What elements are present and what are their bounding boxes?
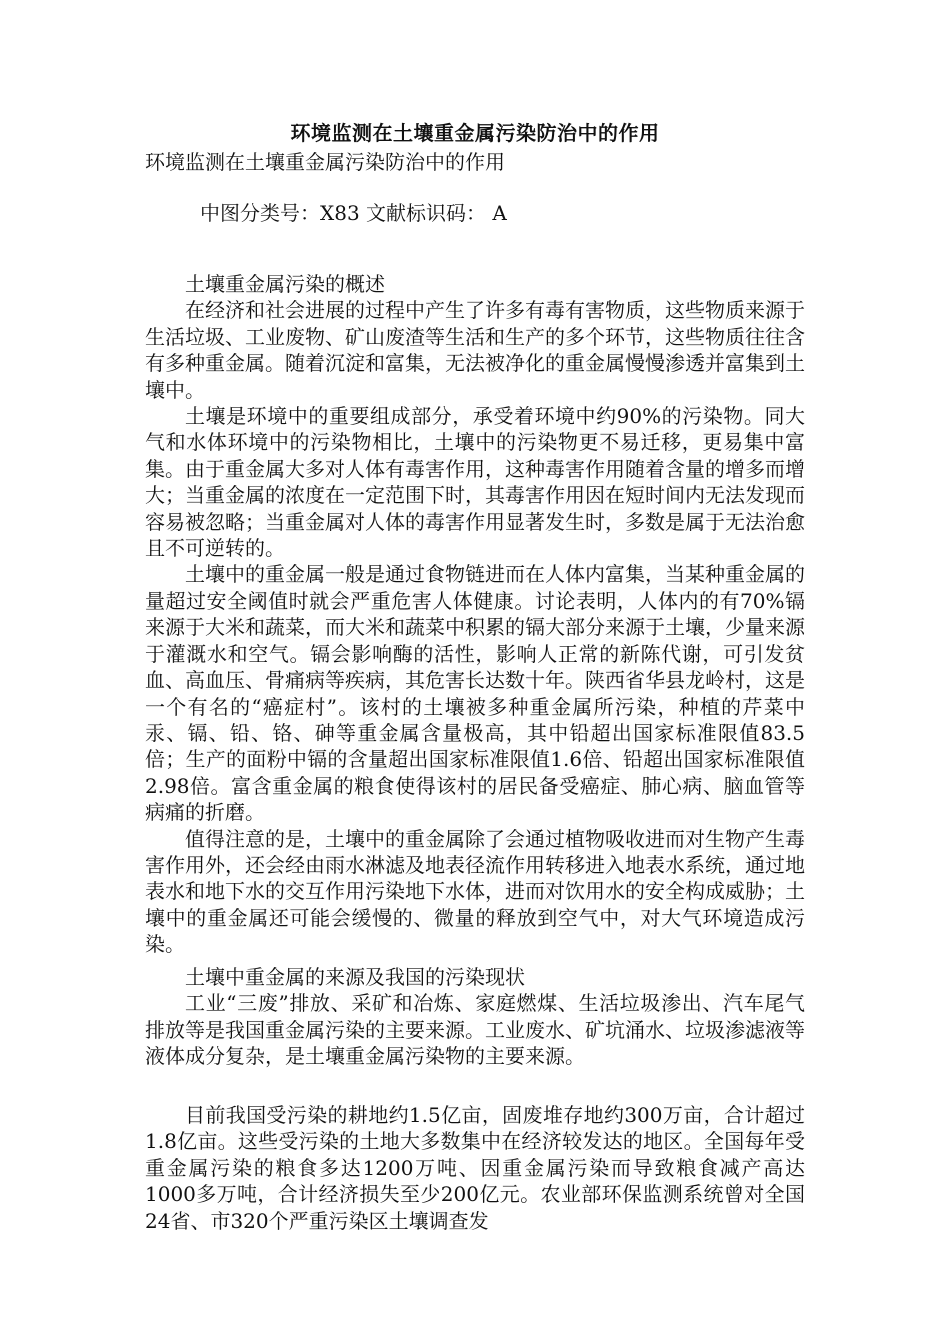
section-status	[145, 1102, 805, 1234]
document-subtitle: 环境监测在土壤重金属污染防治中的作用	[145, 150, 505, 174]
paragraph: 土壤中的重金属一般是通过食物链进而在人体内富集，当某种重金属的量超过安全阈值时就会严重危害人体健康。讨论表明，人体内的有70%镉来源于大米和蔬菜，而大米和蔬菜中积累的镉大部分来源于土壤，少量来源于灌溉水和空气。镉会影响酶的活性，影响人正常的新陈代谢，可引发贫血、高血压、骨痛病等疾病，其危害长达数十年。陕西省华县龙岭村，这是一个有名的“癌症村”。该村的土壤被多种重金属所污染，种植的芹菜中汞、镉、铅、铬、砷等重金属含量极高，其中铅超出国家标准限值83.5倍；生产的面粉中镉的含量超出国家标准限值1.6倍、铅超出国家标准限值2.98倍。富含重金属的粮食使得该村的居民备受癌症、肺心病、脑血管等病痛的折磨。	[145, 562, 805, 825]
section-heading: 土壤中重金属的来源及我国的污染现状	[185, 965, 525, 989]
paragraph: 土壤是环境中的重要组成部分，承受着环境中约90%的污染物。同大气和水体环境中的污染物相比，土壤中的污染物更不易迁移，更易集中富集。由于重金属大多对人体有毒害作用，这种毒害作用随着含量的增多而增大；当重金属的浓度在一定范围下时，其毒害作用因在短时间内无法发现而容易被忽略；当重金属对人体的毒害作用显著发生时，多数是属于无法治愈且不可逆转的。	[145, 404, 805, 561]
section-heading: 土壤重金属污染的概述	[185, 272, 385, 296]
paragraph: 目前我国受污染的耕地约1.5亿亩，固废堆存地约300万亩，合计超过1.8亿亩。这些受污染的土地大多数集中在经济较发达的地区。全国每年受重金属污染的粮食多达1200万吨、因重金属污染而导致粮食减产高达1000多万吨，合计经济损失至少200亿元。农业部环保监测系统曾对全国24省、市320个严重污染区土壤调查发	[145, 1103, 805, 1233]
document-title: 环境监测在土壤重金属污染防治中的作用	[290, 121, 660, 145]
paragraph: 工业“三废”排放、采矿和冶炼、家庭燃煤、生活垃圾渗出、汽车尾气排放等是我国重金属污染的主要来源。工业废水、矿坑涌水、垃圾渗滤液等液体成分复杂，是土壤重金属污染物的主要来源。	[145, 991, 805, 1069]
classification-line: 中图分类号：X83 文献标识码： A	[200, 201, 507, 225]
section-overview	[145, 271, 805, 958]
section-sources	[145, 964, 805, 1070]
paragraph: 在经济和社会进展的过程中产生了许多有毒有害物质，这些物质来源于生活垃圾、工业废物、矿山废渣等生活和生产的多个环节，这些物质往往含有多种重金属。随着沉淀和富集，无法被净化的重金属慢慢渗透并富集到土壤中。	[145, 298, 805, 402]
paragraph: 值得注意的是，土壤中的重金属除了会通过植物吸收进而对生物产生毒害作用外，还会经由雨水淋滤及地表径流作用转移进入地表水系统，通过地表水和地下水的交互作用污染地下水体，进而对饮用水的安全构成威胁；土壤中的重金属还可能会缓慢的、微量的释放到空气中，对大气环境造成污染。	[145, 826, 805, 957]
